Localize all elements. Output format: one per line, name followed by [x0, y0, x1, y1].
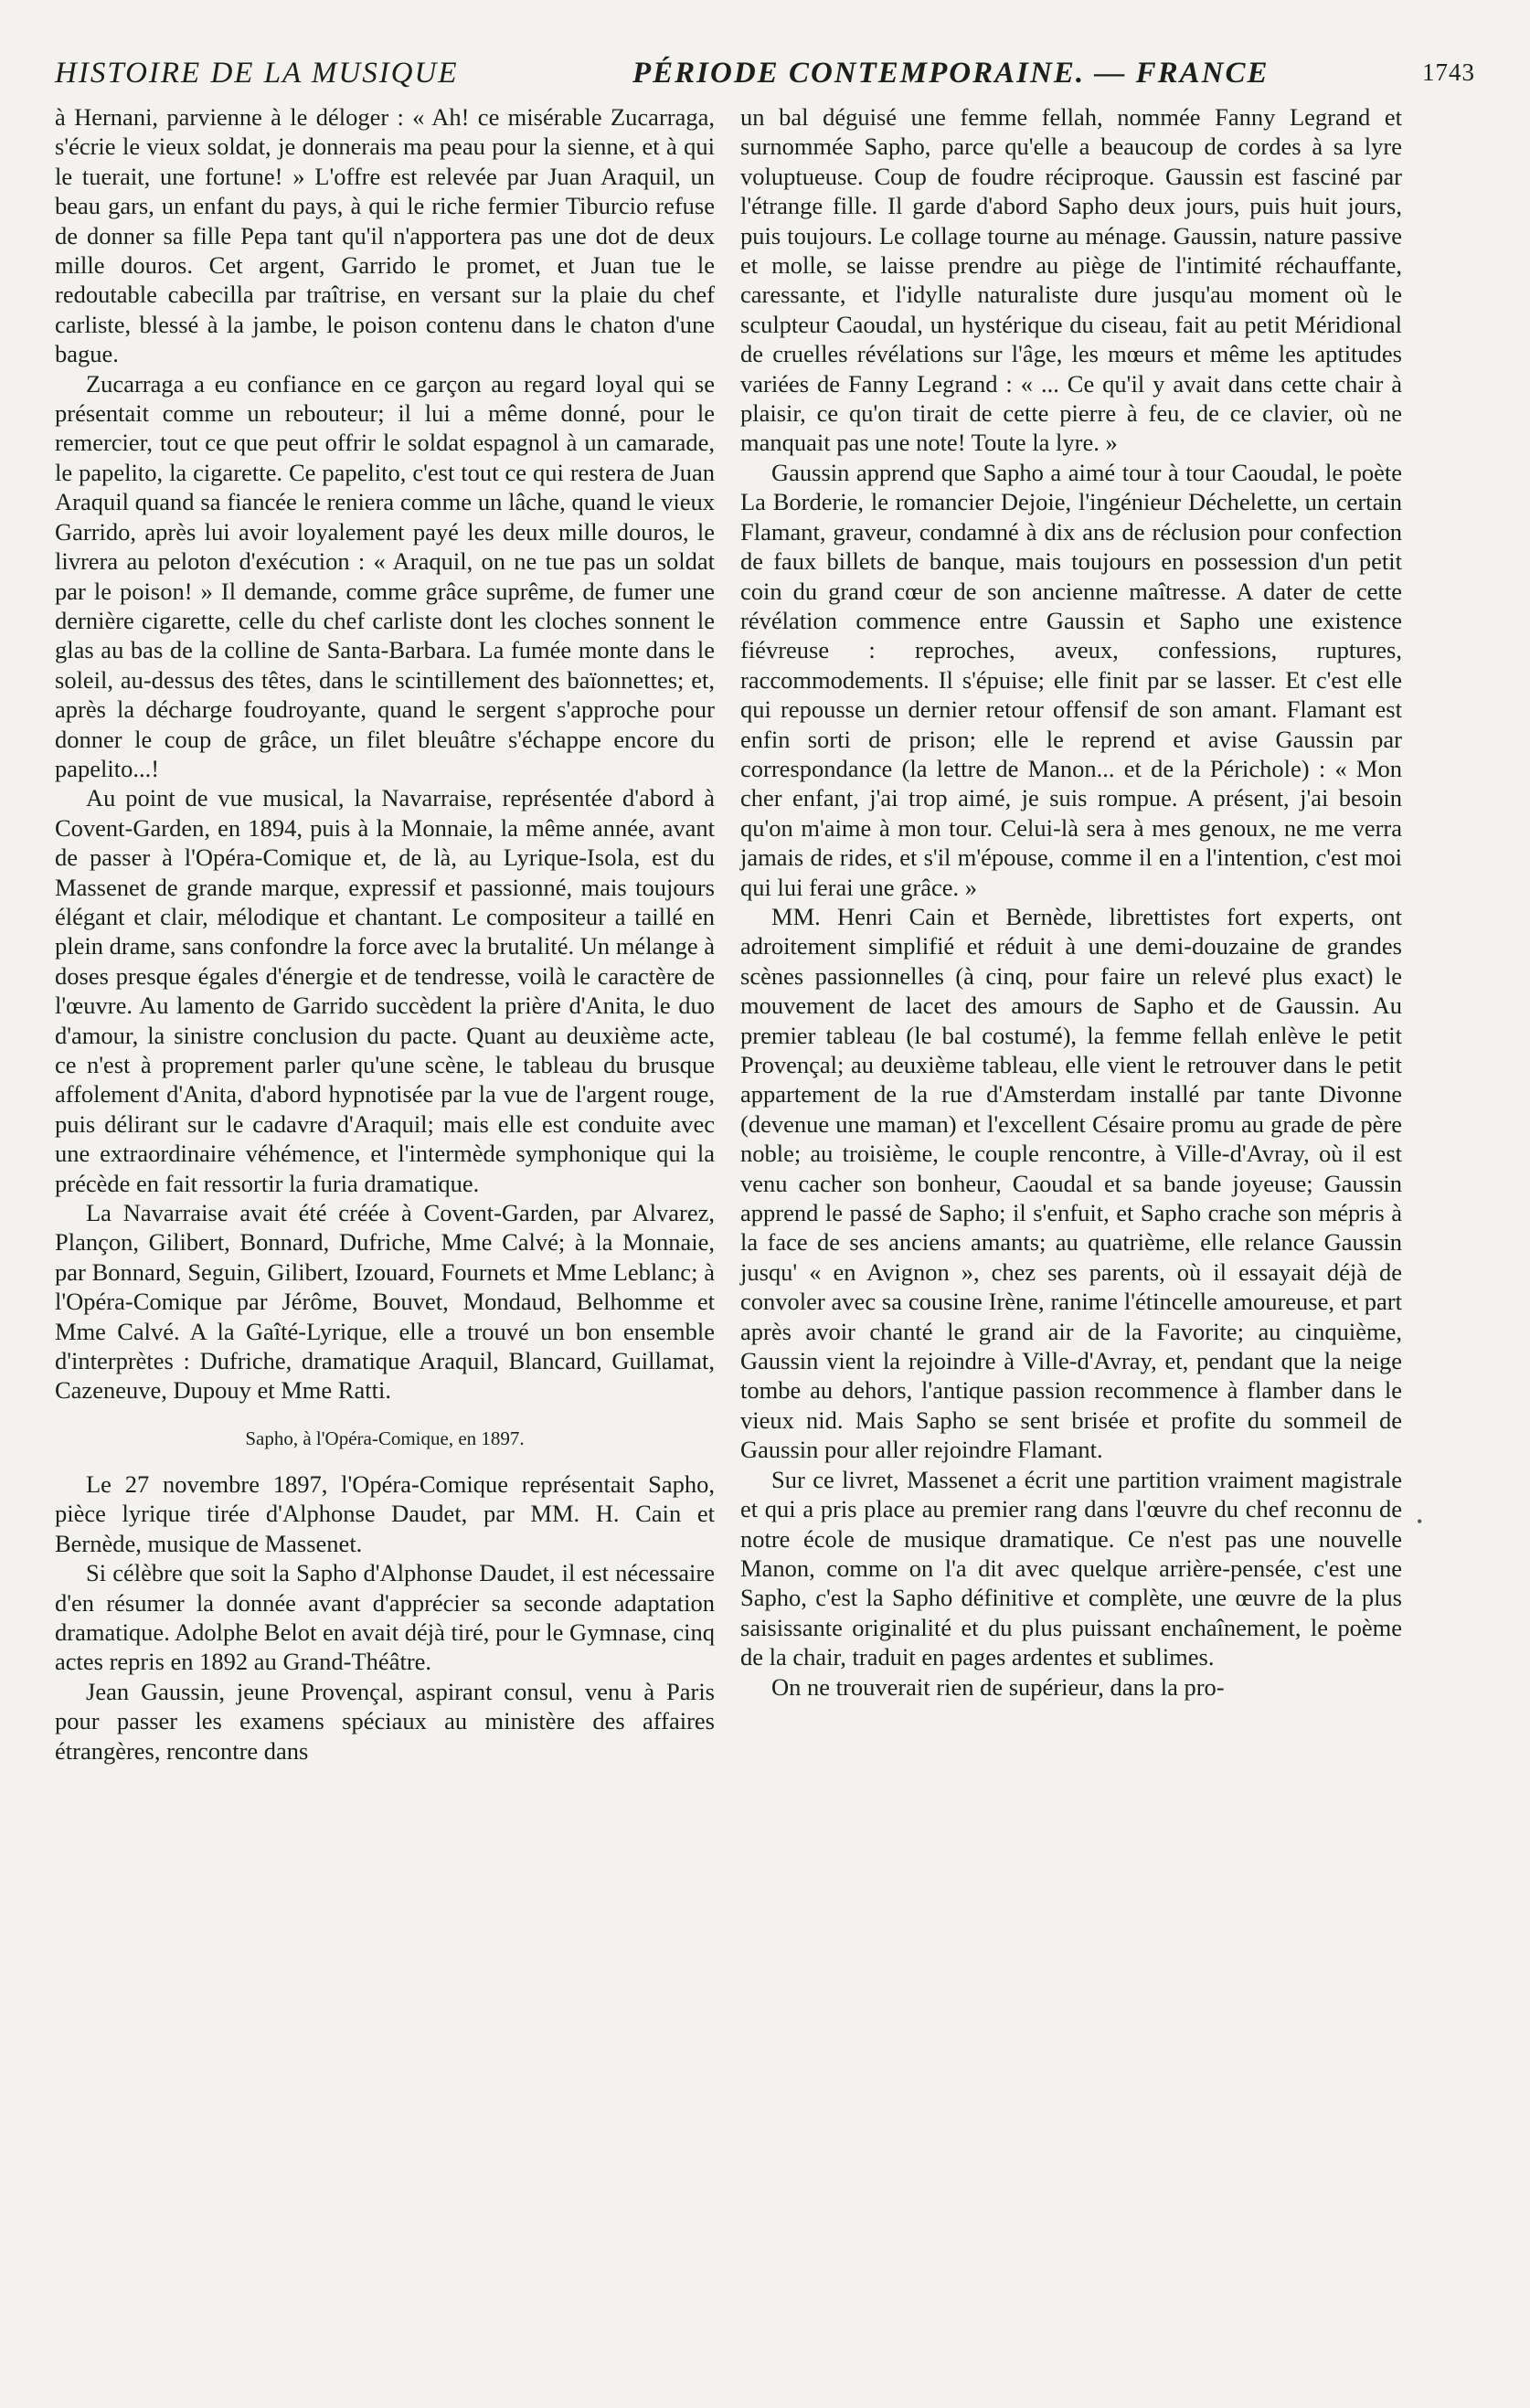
paragraph: Au point de vue musical, la Navarraise, représentée d'abord à Covent-Garden, en 1894, puis à la Monnaie, la même année, avant de passer à l'Opéra-Comique et, de là, au Lyrique-Isola, est du Massenet de grande marque, expressif et passionné, mais toujours élégant et clair, mélodique et chantant. Le compositeur a taillé en plein drame, sans confondre la force avec la brutalité. Un mélange à doses presque égales d'énergie et de tendresse, voilà le caractère de l'œuvre. Au lamento de Garrido succèdent la prière d'Anita, le duo d'amour, la sinistre conclusion du pacte. Quant au deuxième acte, ce n'est à proprement parler qu'une scène, le tableau du brusque affolement d'Anita, d'abord hypnotisée par la vue de l'argent rouge, puis délirant sur le cadavre d'Araquil; mais elle est conduite avec une extraordinaire véhémence, et l'intermède symphonique qui la précède en fait ressortir la furia dramatique. [55, 784, 715, 1197]
paragraph: Zucarraga a eu confiance en ce garçon au regard loyal qui se présentait comme un rebouteur; il lui a même donné, pour le remercier, tout ce que peut offrir le soldat espagnol à un camarade, le papelito, la cigarette. Ce papelito, c'est tout ce qui restera de Juan Araquil quand sa fiancée le reniera comme un lâche, quand le vieux Garrido, après lui avoir loyalement payé les deux mille douros, le livrera au peloton d'exécution : « Araquil, on ne tue pas un soldat par le poison! » Il demande, comme grâce suprême, de fumer une dernière cigarette, celle du chef carliste dont les cloches sonnent le glas au bas de la colline de Santa-Barbara. La fumée monte dans le soleil, au-dessus des têtes, dans le scintillement des baïonnettes; et, après la décharge foudroyante, quand le sergent s'approche pour donner le coup de grâce, un filet bleuâtre s'échappe encore du papelito...! [55, 369, 715, 782]
paragraph: La Navarraise avait été créée à Covent-Garden, par Alvarez, Plançon, Gilibert, Bonnard, Dufriche, Mme Calvé; à la Monnaie, par Bonnard, Seguin, Gilibert, Izouard, Fournets et Mme Leblanc; à l'Opéra-Comique par Jérôme, Bouvet, Mondaud, Belhomme et Mme Calvé. A la Gaîté-Lyrique, elle a trouvé un bon ensemble d'interprètes : Dufriche, dramatique Araquil, Blancard, Guillamat, Cazeneuve, Dupouy et Mme Ratti. [55, 1199, 715, 1405]
running-title-left: HISTOIRE DE LA MUSIQUE [55, 57, 459, 90]
paragraph: à Hernani, parvienne à le déloger : « Ah! ce misérable Zucarraga, s'écrie le vieux soldat, je donnerais ma peau pour la sienne, et à qui le tuerait, une fortune! » L'offre est relevée par Juan Araquil, un beau gars, un enfant du pays, à qui le riche fermier Tiburcio refuse de donner sa fille Pepa tant qu'il n'apportera pas une dot de deux mille douros. Cet argent, Garrido le promet, et Juan tue le redoutable cabecilla par traîtrise, en versant sur la plaie du chef carliste, blessé à la jambe, le poison contenu dans le chaton d'une bague. [55, 103, 715, 368]
section-caption: Sapho, à l'Opéra-Comique, en 1897. [245, 1427, 525, 1449]
paragraph: Jean Gaussin, jeune Provençal, aspirant consul, venu à Paris pour passer les examens spéciaux au ministère des affaires étrangères, rencontre dans [55, 1677, 715, 1765]
paragraph: Gaussin apprend que Sapho a aimé tour à tour Caoudal, le poète La Borderie, le romancier Dejoie, l'ingénieur Déchelette, un certain Flamant, graveur, condamné à dix ans de réclusion pour confection de faux billets de banque, mais toujours en possession d'un petit coin du grand cœur de son ancienne maîtresse. A dater de cette révélation commence entre Gaussin et Sapho une existence fiévreuse : reproches, aveux, confessions, ruptures, raccommodements. Il s'épuise; elle finit par se lasser. Et c'est elle qui repousse un dernier retour offensif de son amant. Flamant est enfin sorti de prison; elle le reprend et avise Gaussin par correspondance (la lettre de Manon... et de la Périchole) : « Mon cher enfant, j'ai trop aimé, je suis rompue. A présent, j'ai besoin qu'on m'aime à mon tour. Celui-là sera à mes genoux, ne me verra jamais de rides, et s'il m'épouse, comme il en a l'intention, c'est moi qui lui ferai une grâce. » [740, 458, 1402, 901]
paragraph: MM. Henri Cain et Bernède, librettistes fort experts, ont adroitement simplifié et réduit à une demi-douzaine de grandes scènes passionnelles (à cinq, pour faire un relevé plus exact) le mouvement de lacet des amours de Sapho et de Gaussin. Au premier tableau (le bal costumé), la femme fellah enlève le petit Provençal; au deuxième tableau, elle vient le retrouver dans le petit appartement de la rue d'Amsterdam installé par tante Divonne (devenue une maman) et l'excellent Césaire promu au grade de père noble; au troisième, le couple rencontre, à Ville-d'Avray, où il est venu cacher son bonheur, Caoudal et sa bande joyeuse; Gaussin apprend le passé de Sapho; il s'enfuit, et Sapho crache son mépris à la face de ses anciens amants; au quatrième, elle relance Gaussin jusqu' « en Avignon », chez ses parents, où il essayait déjà de convoler avec sa cousine Irène, ranime l'étincelle amoureuse, et part après avoir chanté le grand air de la Favorite; au cinquième, Gaussin vient la rejoindre à Ville-d'Avray, et, pendant que la neige tombe au dehors, l'antique passion recommence à flamber dans le vieux nid. Mais Sapho se sent brisée et profite du sommeil de Gaussin pour aller rejoindre Flamant. [740, 902, 1402, 1464]
paragraph: un bal déguisé une femme fellah, nommée Fanny Legrand et surnommée Sapho, parce qu'elle a beaucoup de cordes à sa lyre voluptueuse. Coup de foudre réciproque. Gaussin est fasciné par l'étrange fille. Il garde d'abord Sapho deux jours, puis huit jours, puis toujours. Le collage tourne au ménage. Gaussin, nature passive et molle, se laisse prendre au piège de l'intimité réchauffante, caressante, et l'idylle naturaliste dure jusqu'au moment où le sculpteur Caoudal, un hystérique du ciseau, fait au petit Méridional de cruelles révélations sur l'âge, les mœurs et même les aptitudes variées de Fanny Legrand : « ... Ce qu'il y avait dans cette chair à plaisir, ce qu'on tirait de cette pierre à feu, de ce clavier, où ne manquait pas une note! Toute la lyre. » [740, 103, 1402, 457]
page-number: 1743 [1422, 58, 1475, 86]
paragraph: Sur ce livret, Massenet a écrit une partition vraiment magistrale et qui a pris place au premier rang dans l'œuvre du chef reconnu de notre école de musique dramatique. Ce n'est pas une nouvelle Manon, comme on l'a dit avec quelque arrière-pensée, c'est une Sapho, c'est la Sapho définitive et complète, une œuvre de la plus saisissante originalité et du plus puissant enchaînement, le poème de la chair, traduit en pages ardentes et sublimes. [740, 1465, 1402, 1671]
right-column [740, 102, 1402, 1702]
paragraph: On ne trouverait rien de supérieur, dans la pro- [771, 1672, 1225, 1701]
left-column [55, 102, 715, 1766]
paragraph: Le 27 novembre 1897, l'Opéra-Comique représentait Sapho, pièce lyrique tirée d'Alphonse Daudet, par MM. H. Cain et Bernède, musique de Massenet. [55, 1469, 715, 1557]
margin-mark: • [1417, 1512, 1423, 1531]
paragraph: Si célèbre que soit la Sapho d'Alphonse Daudet, il est nécessaire d'en résumer la donnée avant d'apprécier sa seconde adaptation dramatique. Adolphe Belot en avait déjà tiré, pour le Gymnase, cinq actes repris en 1892 au Grand-Théâtre. [55, 1559, 715, 1676]
running-header [55, 57, 1475, 93]
running-title-center: PÉRIODE CONTEMPORAINE. — FRANCE [632, 57, 1270, 90]
